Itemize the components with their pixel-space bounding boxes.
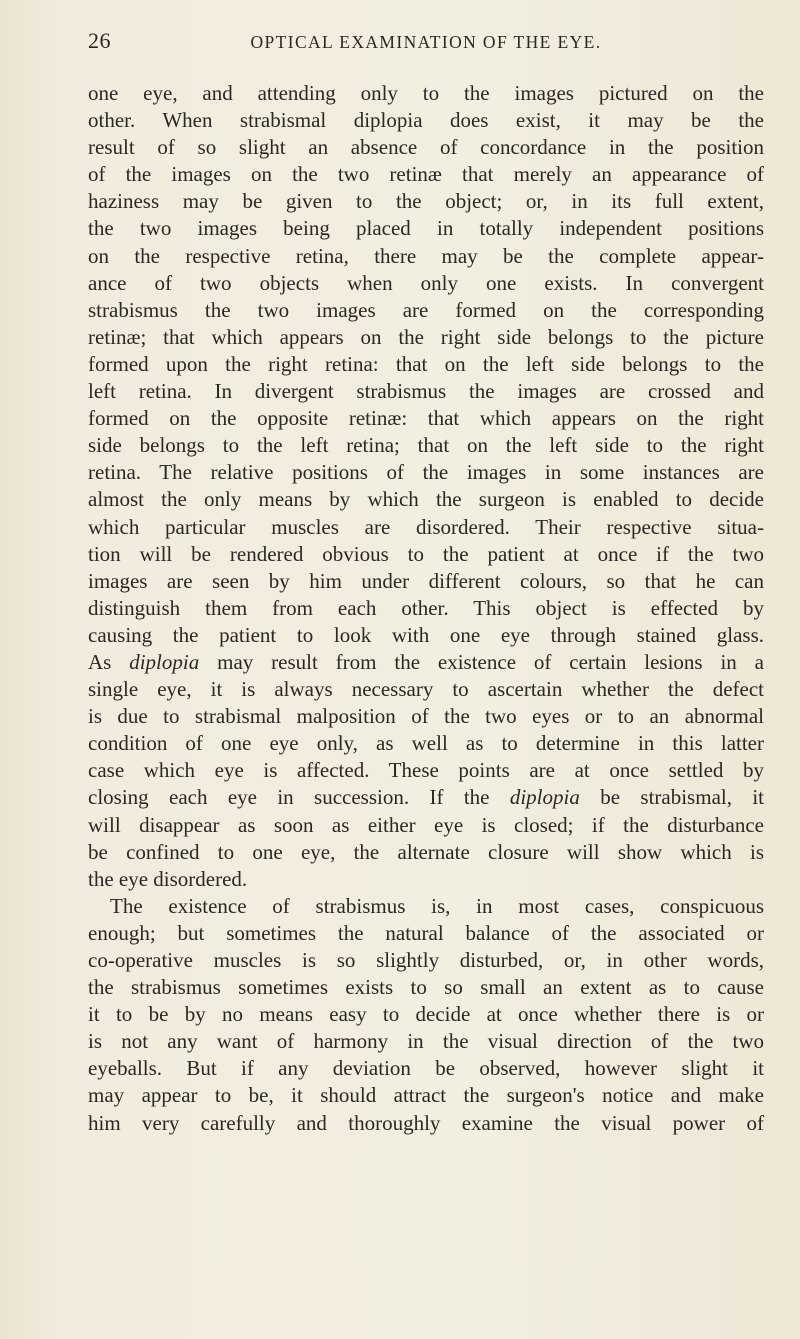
text-line: which particular muscles are disordered. Their respective situa- [88,514,764,539]
italic-term: diplopia [129,649,200,674]
text-line: him very carefully and thoroughly examine the visual power of [88,1110,764,1135]
text-line: side belongs to the left retina; that on the left side to the right [88,433,764,458]
text-line: of the images on the two retinæ that merely an appearance of [88,162,764,187]
italic-term: diplopia [509,785,580,810]
text-line: retina. The relative positions of the images in some instances are [88,460,764,485]
text-line: tion will be rendered obvious to the patient at once if the two [88,541,764,566]
text-line: may appear to be, it should attract the surgeon's notice and make [88,1083,764,1108]
page-number: 26 [88,28,111,53]
text-fragment: closing each eye in succession. If the [88,785,510,810]
text-line: will disappear as soon as either eye is closed; if the disturbance [88,812,764,837]
text-line: co-operative muscles is so slightly disturbed, or, in other words, [88,948,764,972]
text-line-diplopia [88,784,764,811]
text-line: the strabismus sometimes exists to so small an extent as to cause [88,975,764,1000]
text-line: is due to strabismal malposition of the two eyes or to an abnormal [88,704,764,729]
text-line: one eye, and attending only to the images pictured on the [88,81,764,105]
text-line: haziness may be given to the object; or, in its full extent, [88,189,764,214]
paragraph-start-line: The existence of strabismus is, in most cases, conspicuous [110,893,764,918]
text-line: distinguish them from each other. This object is effected by [88,595,764,620]
text-line: formed upon the right retina: that on the left side belongs to the [88,351,764,376]
text-line: result of so slight an absence of concordance in the position [88,135,764,160]
text-line: other. When strabismal diplopia does exist, it may be the [88,108,764,133]
text-line: condition of one eye only, as well as to determine in this latter [88,731,764,756]
text-line: single eye, it is always necessary to ascertain whether the defect [88,677,764,702]
body-text [88,80,764,1137]
text-line: retinæ; that which appears on the right side belongs to the picture [88,324,764,349]
text-line: causing the patient to look with one eye through stained glass. [88,622,764,647]
text-line: almost the only means by which the surgeon is enabled to decide [88,487,764,512]
text-line: formed on the opposite retinæ: that which appears on the right [88,406,764,431]
text-line: left retina. In divergent strabismus the images are crossed and [88,379,764,404]
text-line: case which eye is affected. These points are at once settled by [88,758,764,783]
text-fragment: may result from the existence of certain lesions in a [199,649,764,674]
text-line-diplopia [88,649,764,676]
page-header [88,28,764,64]
text-fragment: be strabismal, it [579,785,764,810]
text-line: ance of two objects when only one exists. In convergent [88,270,764,295]
text-line: eyeballs. But if any deviation be observed, however slight it [88,1056,764,1081]
text-line: the two images being placed in totally independent positions [88,216,764,241]
text-line: strabismus the two images are formed on the corresponding [88,297,764,322]
text-line: enough; but sometimes the natural balance of the associated or [88,920,764,945]
text-line: images are seen by him under different colours, so that he can [88,568,764,593]
text-line: be confined to one eye, the alternate closure will show which is [88,839,764,864]
paragraph-end-line: the eye disordered. [88,866,248,891]
running-head: OPTICAL EXAMINATION OF THE EYE. [250,32,602,52]
text-line: on the respective retina, there may be the complete appear- [88,243,764,268]
text-line: is not any want of harmony in the visual direction of the two [88,1029,764,1054]
text-line: it to be by no means easy to decide at once whether there is or [88,1002,764,1027]
text-fragment: As [88,649,130,674]
